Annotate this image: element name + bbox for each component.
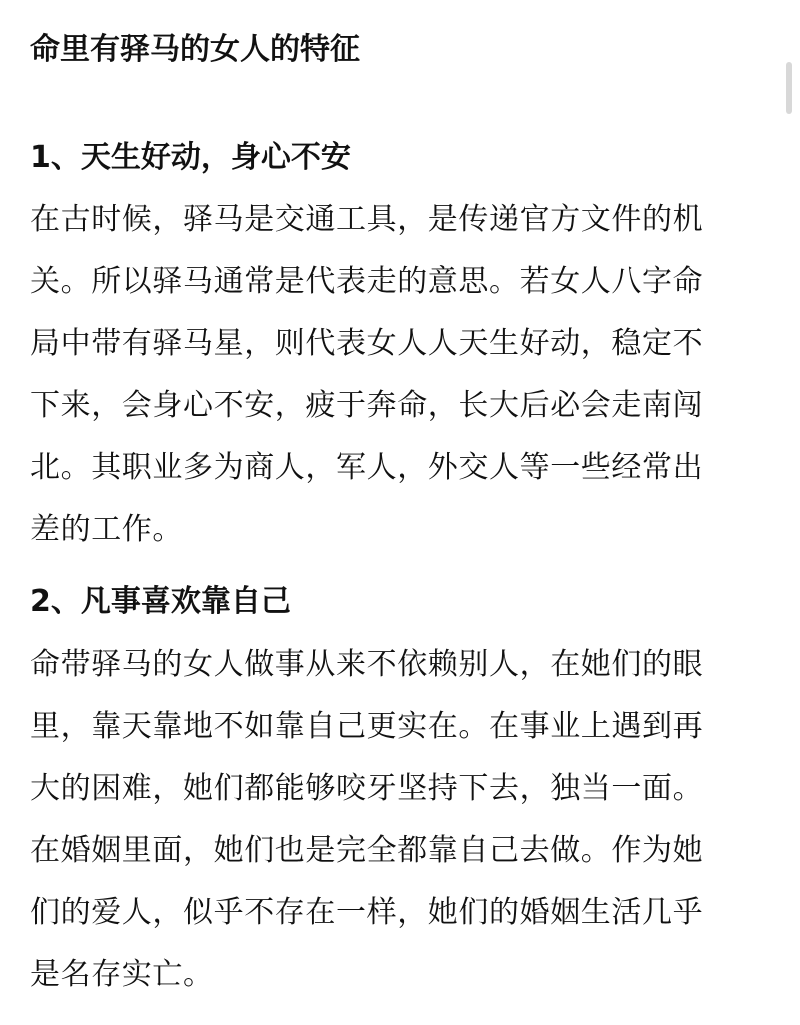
section-heading-2: 2、凡事喜欢靠自己 [30, 584, 291, 619]
article-title: 命里有驿马的女人的特征 [30, 32, 360, 67]
section-heading-1: 1、天生好动，身心不安 [30, 140, 351, 175]
scrollbar-thumb[interactable] [786, 62, 792, 114]
paragraph-line: 命带驿马的女人做事从来不依赖别人，在她们的眼 [30, 647, 704, 682]
paragraph-line: 关。所以驿马通常是代表走的意思。若女人八字命 [30, 264, 704, 299]
section-2-paragraph [30, 634, 770, 1006]
paragraph-line: 北。其职业多为商人，军人，外交人等一些经常出 [30, 450, 704, 485]
paragraph-line: 下来，会身心不安，疲于奔命，长大后必会走南闯 [30, 388, 704, 423]
paragraph-line: 们的爱人，似乎不存在一样，她们的婚姻生活几乎 [30, 895, 704, 930]
paragraph-line: 在古时候，驿马是交通工具，是传递官方文件的机 [30, 202, 704, 237]
paragraph-line: 是名存实亡。 [30, 957, 214, 992]
section-1-paragraph [30, 189, 770, 561]
paragraph-line: 局中带有驿马星，则代表女人人天生好动，稳定不 [30, 326, 704, 361]
paragraph-line: 里，靠天靠地不如靠自己更实在。在事业上遇到再 [30, 709, 704, 744]
paragraph-line: 大的困难，她们都能够咬牙坚持下去，独当一面。 [30, 771, 704, 806]
paragraph-line: 在婚姻里面，她们也是完全都靠自己去做。作为她 [30, 833, 704, 868]
paragraph-line: 差的工作。 [30, 512, 183, 547]
